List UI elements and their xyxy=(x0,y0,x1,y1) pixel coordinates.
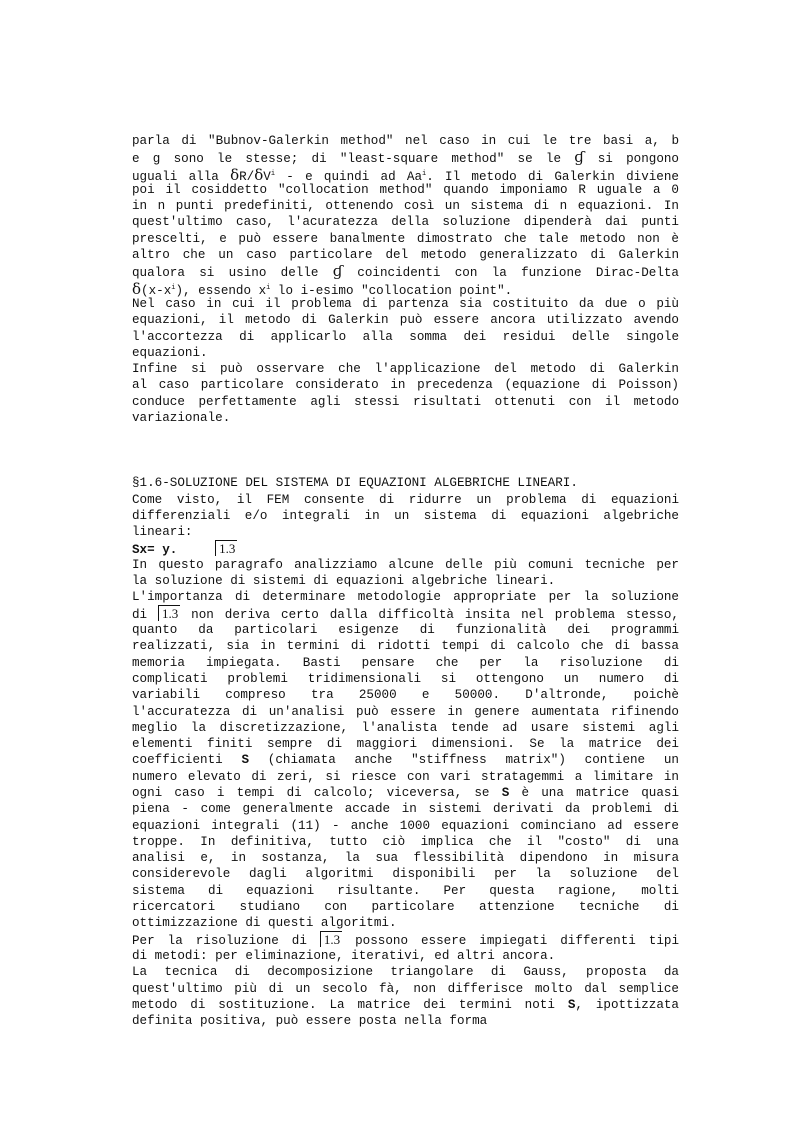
text-line: Per la risoluzione di 1.3 possono essere impiegati differenti tipi xyxy=(132,931,680,948)
paragraph-galerkin xyxy=(132,133,679,296)
equation: Sx= y. xyxy=(132,542,178,557)
text-line: elementi finiti sempre di maggiori dimensioni. Se la matrice dei xyxy=(132,737,679,752)
document-page xyxy=(132,133,679,1029)
text-line: In questo paragrafo analizziamo alcune delle più comuni tecniche per xyxy=(132,557,679,572)
paragraph-fem xyxy=(132,492,679,541)
equation-reference: 1.3 xyxy=(320,931,342,947)
text-line: ricercatori studiano con particolare attenzione tecniche di xyxy=(132,900,679,915)
text-line: quest'ultimo caso, l'acuratezza della soluzione dipenderà dai punti xyxy=(132,215,679,230)
text-line: considerevole dagli algoritmi disponibili per la soluzione del xyxy=(132,867,679,882)
text-line: al caso particolare considerato in precedenza (equazione di Poisson) xyxy=(132,378,679,393)
text-line: la soluzione di sistemi di equazioni algebriche lineari. xyxy=(132,574,556,589)
text-line: Come visto, il FEM consente di ridurre un problema di equazioni xyxy=(132,492,679,507)
text-line: Nel caso in cui il problema di partenza sia costituito da due o più xyxy=(132,296,679,311)
text-line: equazioni. xyxy=(132,345,208,360)
text-line: poi il cosiddetto "collocation method" quando imponiamo R uguale a 0 xyxy=(132,182,679,197)
delta-symbol: δ xyxy=(230,165,240,184)
text-line: quanto da particolari esigenze di funzionalità dei programmi xyxy=(132,623,679,638)
text-line: prescelti, e può essere banalmente dimostrato che tale metodo non è xyxy=(132,231,679,246)
paragraph-intro-techniques xyxy=(132,557,679,590)
text-line: variazionale. xyxy=(132,411,231,426)
paragraph-importance xyxy=(132,589,679,931)
delta-symbol: δ xyxy=(254,165,264,184)
text-line: metodo di sostituzione. La matrice dei termini noti S, ipottizzata xyxy=(132,997,679,1012)
section-title: §1.6-SOLUZIONE DEL SISTEMA DI EQUAZIONI ALGEBRICHE LINEARI. xyxy=(132,476,578,491)
matrix-symbol: S xyxy=(567,997,576,1012)
text-line: L'importanza di determinare metodologie appropriate per la soluzione xyxy=(132,590,679,605)
text-line: e g sono le stesse; di "least-square method" se le ɠ si pongono xyxy=(132,148,679,167)
text-line: numero elevato di zeri, si riesce con vari stratagemmi a limitare in xyxy=(132,769,679,784)
text-line: di 1.3 non deriva certo dalla difficoltà insita nel problema stesso, xyxy=(132,605,679,622)
g-symbol: ɠ xyxy=(332,262,344,281)
g-symbol: ɠ xyxy=(574,148,585,167)
text-line: conduce perfettamente agli stessi risultati ottenuti con il metodo xyxy=(132,394,679,409)
paragraph-poisson xyxy=(132,361,679,426)
paragraph-gauss xyxy=(132,964,679,1029)
text-line: memoria impiegata. Basti pensare che per la risoluzione di xyxy=(132,655,679,670)
equation-reference: 1.3 xyxy=(215,540,237,556)
matrix-symbol: S xyxy=(501,785,510,800)
text-line: troppe. In definitiva, tutto ciò implica che il "costo" di una xyxy=(132,834,679,849)
text-line: La tecnica di decomposizione triangolare di Gauss, proposta da xyxy=(132,965,679,980)
text-line: piena - come generalmente accade in sistemi derivati da problemi di xyxy=(132,802,679,817)
text-line: meglio la discretizzazione, l'analista tende ad usare sistemi agli xyxy=(132,720,679,735)
text-line: differenziali e/o integrali in un sistema di equazioni algebriche xyxy=(132,508,679,523)
section-spacer xyxy=(132,426,679,475)
equation-line xyxy=(132,541,679,557)
text-line: coefficienti S (chiamata anche "stiffness matrix") contiene un xyxy=(132,753,679,768)
text-line: quest'ultimo più di un secolo fà, non differisce molto dal semplice xyxy=(132,981,679,996)
text-line: lineari: xyxy=(132,525,193,540)
text-line: di metodi: per eliminazione, iterativi, ed altri ancora. xyxy=(132,948,556,963)
equation-reference: 1.3 xyxy=(158,605,180,621)
text-line: variabili compreso tra 25000 e 50000. D'altronde, poichè xyxy=(132,688,679,703)
delta-symbol: δ xyxy=(132,279,142,298)
text-line: equazioni integrali (11) - anche 1000 equazioni cominciano ad essere xyxy=(132,818,679,833)
text-line: altro che un caso particolare del metodo generalizzato di Galerkin xyxy=(132,248,679,263)
text-line: parla di "Bubnov-Galerkin method" nel caso in cui le tre basi a, b xyxy=(132,134,679,148)
text-line: ogni caso i tempi di calcolo; viceversa, se S è una matrice quasi xyxy=(132,785,679,800)
text-line: realizzati, sia in termini di ridotti tempi di calcolo che di bassa xyxy=(132,639,679,654)
text-line: in n punti predefiniti, ottenendo così un sistema di n equazioni. In xyxy=(132,199,679,214)
text-line: Infine si può osservare che l'applicazione del metodo di Galerkin xyxy=(132,362,679,377)
text-line: qualora si usino delle ɠ coincidenti con la funzione Dirac-Delta xyxy=(132,262,679,281)
text-line: $\delta(x-x^i)$, essendo $x^i$ lo i-esimo "collocation point". xyxy=(132,279,513,298)
text-line: analisi e, in sostanza, la sua flessibilità dipendono in misura xyxy=(132,851,679,866)
text-line: definita positiva, può essere posta nella forma xyxy=(132,1014,488,1029)
text-line: l'accortezza di applicarlo alla somma dei residui delle singole xyxy=(132,329,679,344)
text-line: sistema di equazioni risultante. Per questa ragione, molti xyxy=(132,883,679,898)
matrix-symbol: S xyxy=(241,753,250,768)
text-line: equazioni, il metodo di Galerkin può essere ancora utilizzato avendo xyxy=(132,313,679,328)
paragraph-multiple-equations xyxy=(132,296,679,361)
text-line: uguali alla $\delta R/\delta V^i$ - e quindi ad Aa$^i$. Il metodo di Galerkin diviene xyxy=(132,165,679,184)
text-line: ottimizzazione di questi algoritmi. xyxy=(132,916,397,931)
text-line: complicati problemi tridimensionali si ottengono un numero di xyxy=(132,671,679,686)
text-line: l'accuratezza di un'analisi può essere in genere aumentata rifinendo xyxy=(132,704,679,719)
paragraph-methods xyxy=(132,932,679,965)
